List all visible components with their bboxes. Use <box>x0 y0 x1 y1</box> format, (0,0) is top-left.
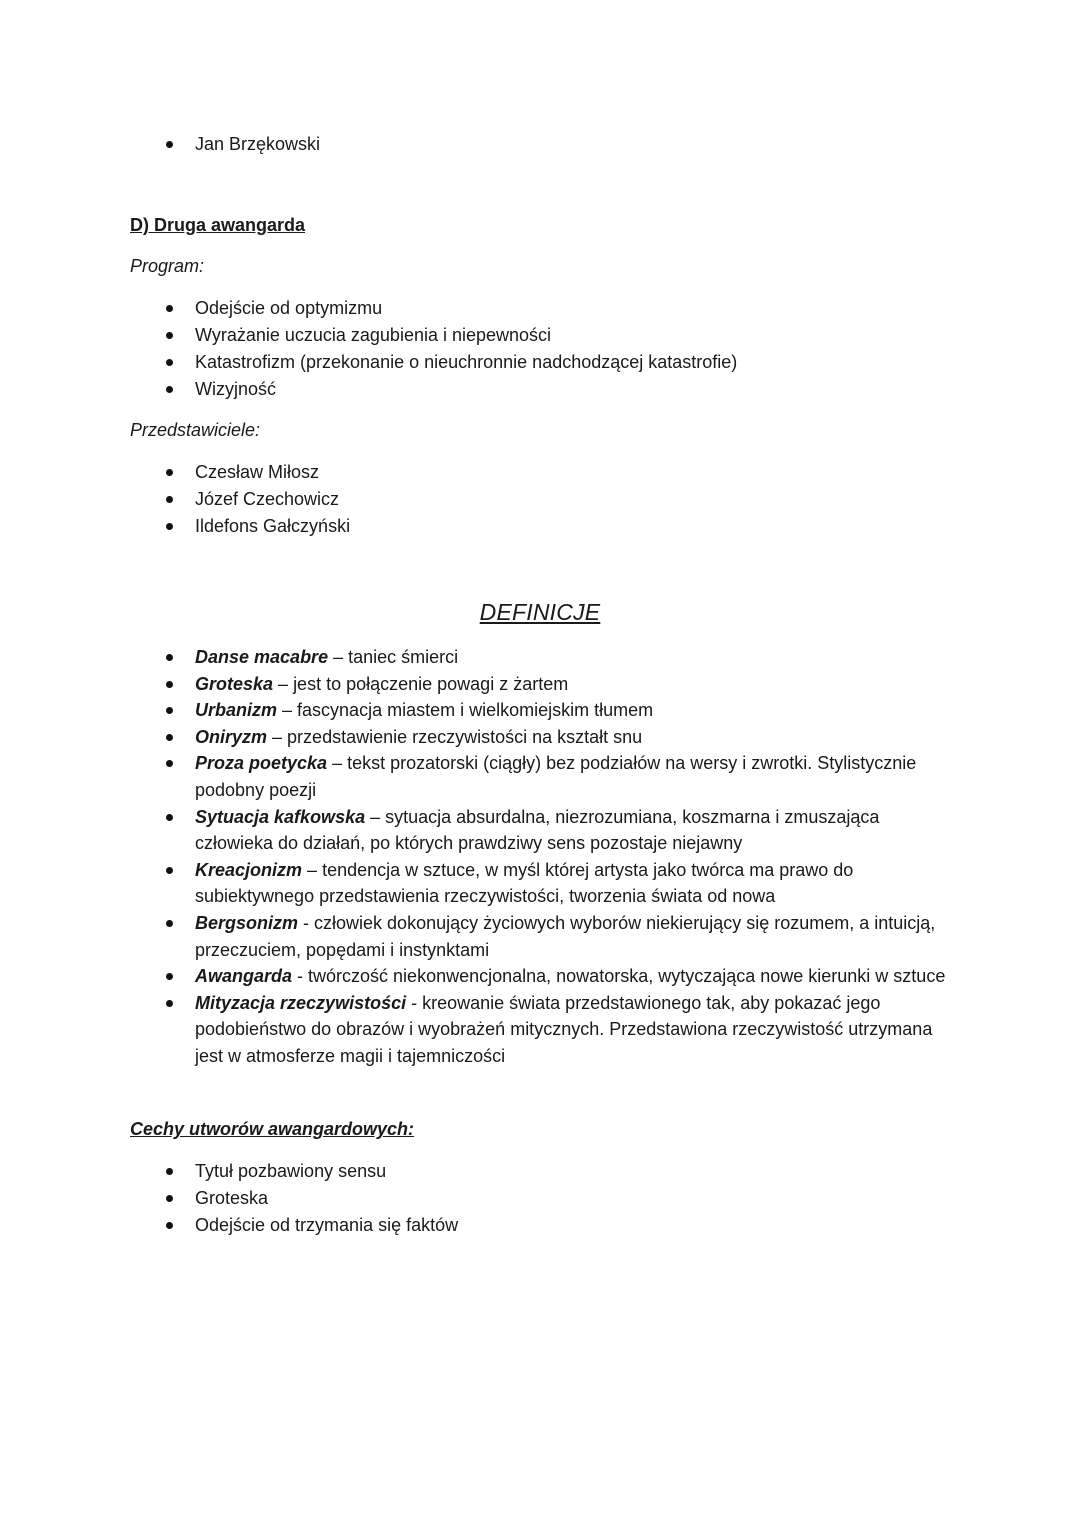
definition-item <box>130 963 955 990</box>
list-item: Katastrofizm (przekonanie o nieuchronnie nadchodzącej katastrofie) <box>130 349 737 376</box>
cechy-list <box>130 1158 458 1239</box>
definition-separator: - <box>298 912 315 933</box>
representatives-label: Przedstawiciele: <box>130 420 261 440</box>
definition-separator: – <box>328 647 349 667</box>
definition-separator: - <box>292 966 309 987</box>
list-item: Józef Czechowicz <box>130 486 350 513</box>
definition-item <box>130 697 955 724</box>
definition-term: Mityzacja rzeczywistości <box>195 992 407 1013</box>
definition-text: przedstawienie rzeczywistości na kształt snu <box>287 726 643 747</box>
definition-separator: – <box>273 673 294 694</box>
list-item: Groteska <box>130 1185 458 1212</box>
definition-term: Danse macabre <box>195 647 329 667</box>
definition-text: sytuacja absurdalna, niezrozumiana, koszmarna i zmuszająca człowieka do działań, po których prawdziwy sens pozostaje niejawny <box>195 806 880 854</box>
list-item: Odejście od optymizmu <box>130 295 737 322</box>
definition-item <box>130 910 955 963</box>
program-list <box>130 295 737 403</box>
section-d-heading: D) Druga awangarda <box>130 215 306 235</box>
definition-item <box>130 857 955 910</box>
list-item: Odejście od trzymania się faktów <box>130 1212 458 1239</box>
program-label: Program: <box>130 256 205 276</box>
definition-item <box>130 804 955 857</box>
definition-separator: – <box>302 859 323 880</box>
definition-text: tendencja w sztuce, w myśl której artysta jako twórca ma prawo do subiektywnego przedstawienia rzeczywistości, tworzenia świata od nowa <box>195 859 854 907</box>
definition-term: Proza poetycka <box>195 753 328 774</box>
definition-term: Urbanizm <box>195 700 278 721</box>
definition-term: Bergsonizm <box>195 912 299 933</box>
definition-item <box>130 724 955 751</box>
list-item: Jan Brzękowski <box>130 131 320 158</box>
definition-item <box>130 671 955 698</box>
list-item: Wyrażanie uczucia zagubienia i niepewności <box>130 322 737 349</box>
definition-separator: – <box>327 753 348 774</box>
definition-text: człowiek dokonujący życiowych wyborów niekierujący się rozumem, a intuicją, przeczuciem, popędami i instynktami <box>195 912 936 960</box>
definitions-title-text: DEFINICJE <box>479 599 601 625</box>
representatives-list <box>130 459 350 540</box>
definition-item <box>130 990 955 1070</box>
definition-separator: – <box>277 700 298 721</box>
top-list <box>130 131 320 158</box>
definition-term: Awangarda <box>195 966 293 987</box>
list-item: Wizyjność <box>130 376 737 403</box>
definition-text: taniec śmierci <box>348 647 459 667</box>
definition-item <box>130 644 955 671</box>
list-item: Czesław Miłosz <box>130 459 350 486</box>
list-item: Ildefons Gałczyński <box>130 513 350 540</box>
definition-text: fascynacja miastem i wielkomiejskim tłumem <box>297 700 654 721</box>
definition-text: jest to połączenie powagi z żartem <box>293 673 569 694</box>
definition-item <box>130 750 955 803</box>
definitions-title <box>0 599 1080 626</box>
definition-term: Sytuacja kafkowska <box>195 806 366 827</box>
cechy-heading: Cechy utworów awangardowych: <box>130 1119 415 1139</box>
definition-separator: – <box>267 726 288 747</box>
list-item: Tytuł pozbawiony sensu <box>130 1158 458 1185</box>
definition-text: twórczość niekonwencjonalna, nowatorska, wytyczająca nowe kierunki w sztuce <box>308 966 946 987</box>
definition-term: Kreacjonizm <box>195 859 303 880</box>
definition-term: Oniryzm <box>195 726 268 747</box>
definition-separator: – <box>365 806 386 827</box>
definition-text: tekst prozatorski (ciągły) bez podziałów na wersy i zwrotki. Stylistycznie podobny poezji <box>195 753 917 800</box>
definition-term: Groteska <box>195 673 274 694</box>
definitions-list <box>130 644 955 1070</box>
definition-text: kreowanie świata przedstawionego tak, aby pokazać jego podobieństwo do obrazów i wyobrażeń mitycznych. Przedstawiona rzeczywistość utrzymana jest w atmosferze magii i tajemniczości <box>195 992 933 1066</box>
definition-separator: - <box>406 992 423 1013</box>
